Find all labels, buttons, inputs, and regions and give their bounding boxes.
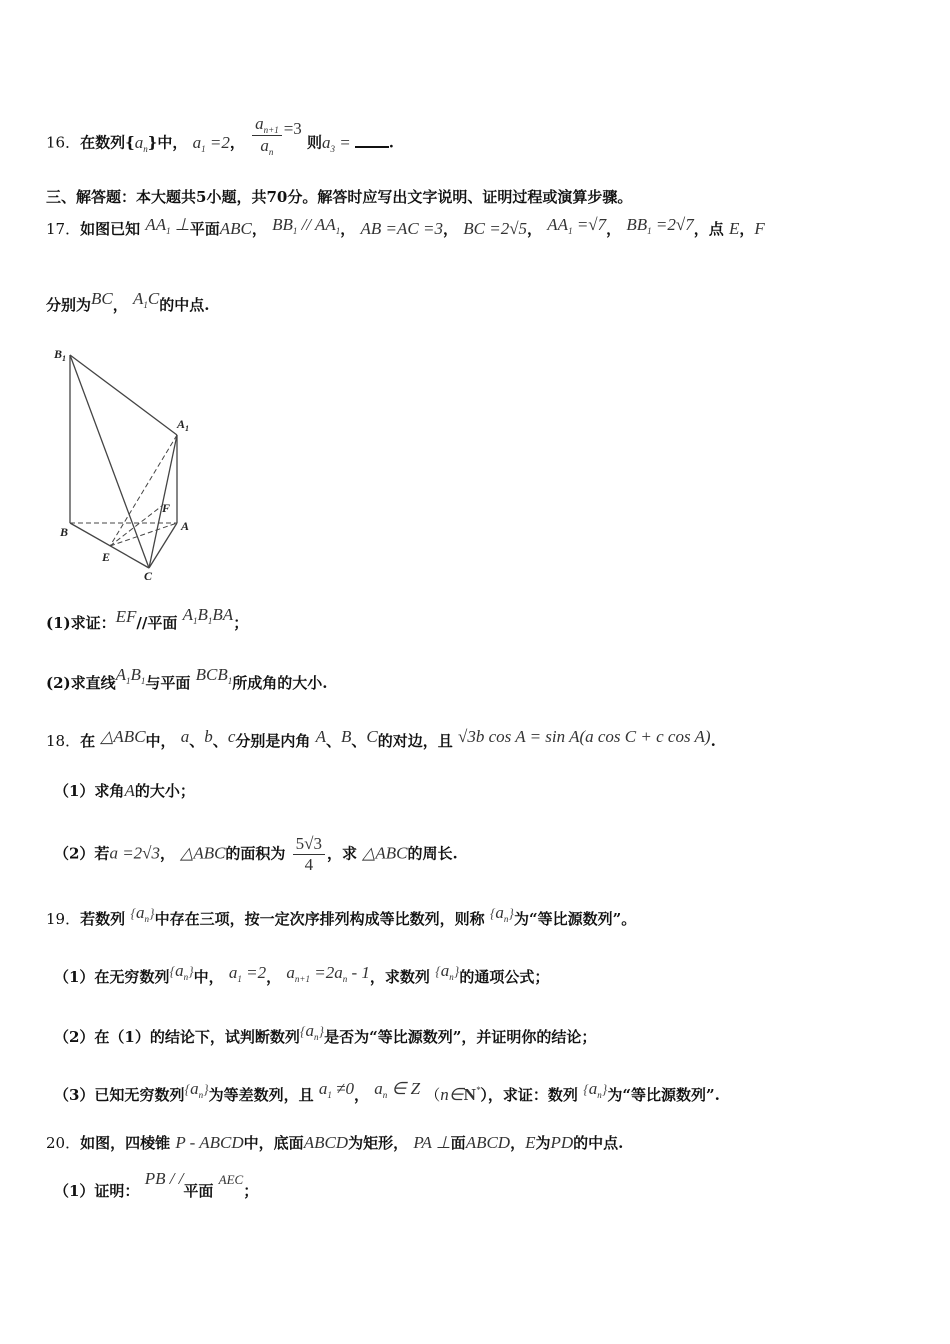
math-a-n: $a_n$ bbox=[134, 132, 148, 154]
math-bb1-parallel: $BB_1 // AA_1$ bbox=[272, 215, 341, 236]
q18-part1: （1）求角A的大小； bbox=[54, 781, 195, 800]
q17-number: 17． bbox=[46, 220, 81, 238]
math-q18-condition: √3b cos A = sin A(a cos C + c cos A) bbox=[458, 727, 711, 746]
edge-e-a-dashed bbox=[110, 523, 177, 546]
math-a1-eq-2: $a_1 =2$ bbox=[192, 132, 230, 154]
math-area-fraction: $\frac{5√3}{4}$ bbox=[293, 834, 325, 875]
q19-part3: （3）已知无穷数列$\{a_n\}$为等差数列，且 $a_1 \ne 0$， $a_n$ ∈ Z （n∈N*），求证：数列 $\{a_n\}$为“等比源数列”. bbox=[54, 1079, 720, 1104]
prism-figure bbox=[50, 340, 210, 590]
math-aa1-perp: $AA_1$ ⊥ bbox=[145, 215, 190, 236]
label-e: E bbox=[102, 550, 111, 564]
q17-part2: (2)求直线$A_1B_1$与平面 $BCB_1$所成角的大小. bbox=[46, 665, 328, 692]
answer-blank bbox=[355, 146, 389, 148]
label-b1: $B_1$ bbox=[54, 347, 67, 363]
q18-part2: （2）若a =2√3， △ABC的面积为 $\frac{5√3}{4}$ ，求 △ABC的周长. bbox=[54, 834, 458, 874]
q19-part2: （2）在（1）的结论下，试判断数列$\{a_n\}$是否为“等比源数列”，并证明你的结论； bbox=[54, 1021, 597, 1046]
label-c: C bbox=[144, 569, 153, 583]
q19-part1: （1）在无穷数列$\{a_n\}$中， $a_1 =2$， $a_{n+1} =2a_n - 1$，求数列 $\{a_n\}$的通项公式； bbox=[54, 961, 550, 986]
math-ratio-fraction: $\frac{a_{n+1}}{a_n}$ bbox=[252, 114, 282, 157]
edge-b1-c bbox=[70, 355, 149, 568]
label-a: A bbox=[181, 519, 190, 533]
label-f: F bbox=[162, 501, 171, 515]
q17-line1: 17．如图已知 $AA_1$ ⊥平面ABC， $BB_1 // AA_1$， AB =AC =3， BC =2√5， $AA_1 =√7$， $BB_1 =2√7$，点 E，F bbox=[46, 215, 765, 238]
section-header: 三、解答题：本大题共5小题，共70分。解答时应写出文字说明、证明过程或演算步骤。 bbox=[46, 188, 633, 206]
q17-line2: 分别为BC， $A_1C$的中点. bbox=[46, 289, 210, 314]
q16-line: 16．在数列$\{a_n\}$中， $a_1 =2$， $\frac{a_{n+1}}{a_n}$ =3 则$a_3$ = . bbox=[46, 114, 395, 157]
q16-number: 16． bbox=[46, 133, 81, 152]
math-a3: $a_3$ = bbox=[322, 132, 351, 154]
label-b: B bbox=[60, 525, 69, 539]
q20-part1: （1）证明： PB / /平面 AEC； bbox=[54, 1169, 259, 1200]
q19-line1: 19．若数列 $\{a_n\}$中存在三项，按一定次序排列构成等比数列，则称 $\{a_n\}$为“等比源数列”。 bbox=[46, 903, 637, 928]
math-aa1-len: $AA_1 =√7$ bbox=[547, 215, 607, 236]
math-ab-ac: AB =AC =3 bbox=[360, 219, 443, 238]
label-a1: $A_1$ bbox=[177, 417, 190, 433]
q18-line1: 18．在 △ABC中， a、b、c分别是内角 A、B、C的对边，且 √3b cos A = sin A(a cos C + c cos A). bbox=[46, 727, 716, 750]
q17-part1: (1)求证：EF//平面 $A_1B_1BA$； bbox=[46, 605, 249, 632]
q16-text: 在数列{ bbox=[80, 133, 135, 152]
math-bc: BC =2√5 bbox=[463, 219, 528, 238]
edge-b1-a1 bbox=[70, 355, 177, 435]
math-bb1-len: $BB_1 =2√7$ bbox=[626, 215, 694, 236]
q20-line1: 20．如图，四棱锥 P - ABCD中，底面ABCD为矩形， PA ⊥面ABCD，E为PD的中点. bbox=[46, 1133, 624, 1152]
